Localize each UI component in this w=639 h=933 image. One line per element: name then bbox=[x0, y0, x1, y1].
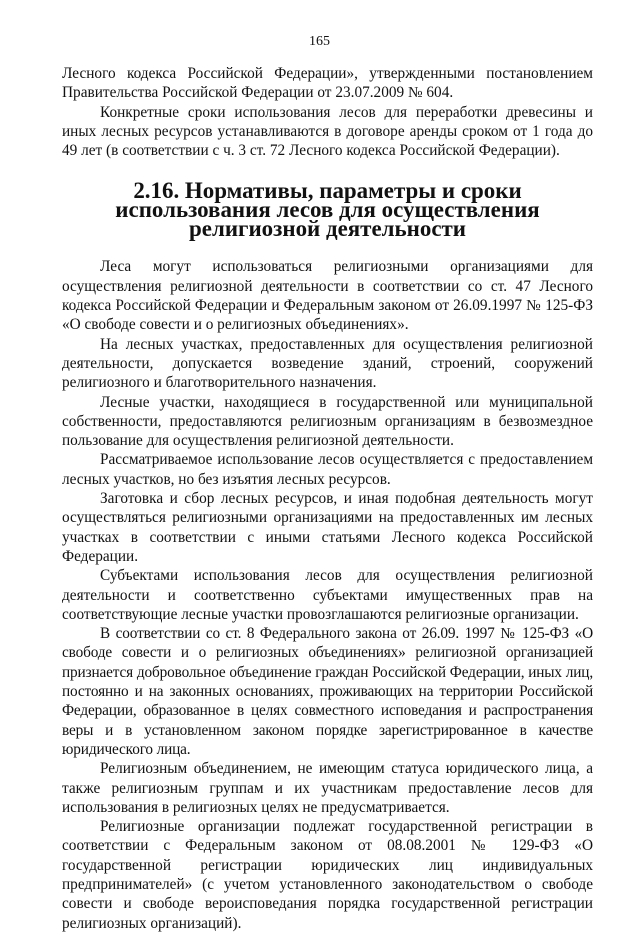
paragraph: Лесные участки, находящиеся в государственной или муниципальной собственности, предоставляются религиозным организациям в безвозмездное пользование для осуществления религиозной деятельности. bbox=[62, 393, 593, 450]
paragraph: Религиозным объединением, не имеющим статуса юридического лица, а также религиозным группам и их участникам предоставление лесов для использования в религиозных целях не предусматривается. bbox=[62, 760, 593, 816]
page-body bbox=[62, 64, 593, 933]
paragraph: Субъектами использования лесов для осуществления религиозной деятельности и соответственно субъектами имущественных прав на соответствующие лесные участки провозглашаются религиозные организации. bbox=[62, 567, 593, 623]
paragraph: Леса могут использоваться религиозными организациями для осуществления религиозной деятельности в соответствии со ст. 47 Лесного кодекса Российской Федерации и Федеральным законом от 26.09.1997 № 125-ФЗ «О свободе совести и о религиозных объединениях». bbox=[62, 258, 593, 334]
paragraph: В соответствии со ст. 8 Федерального закона от 26.09. 1997 № 125-ФЗ «О свободе совести и о религиозных объединениях» религиозной организацией признается добровольное объединение граждан Российской Федерации, иных лиц, постоянно и на законных основаниях, проживающих на территории Российской Федерации, образованное в целях совместного исповедания и распространения веры и в установленном законом порядке зарегистрированное в качестве юридического лица. bbox=[62, 625, 593, 758]
paragraph: Конкретные сроки использования лесов для переработки древесины и иных лесных ресурсов устанавливаются в договоре аренды сроком от 1 года до 49 лет (в соответствии с ч. 3 ст. 72 Лесного кодекса Российской Федерации). bbox=[62, 103, 593, 160]
section-heading: 2.16. Нормативы, параметры и сроки использования лесов для осуществления религиозной деятельности bbox=[115, 178, 540, 242]
page-number: 165 bbox=[309, 34, 330, 49]
paragraph: На лесных участках, предоставленных для осуществления религиозной деятельности, допускается возведение зданий, строений, сооружений религиозного и благотворительного назначения. bbox=[62, 335, 593, 392]
paragraph: Заготовка и сбор лесных ресурсов, и иная подобная деятельность могут осуществляться религиозными организациями на предоставленных им лесных участках в соответствии с иными статьями Лесного кодекса Российской Федерации. bbox=[62, 490, 593, 565]
paragraph: Религиозные организации подлежат государственной регистрации в соответствии с Федеральным законом от 08.08.2001 № 129-ФЗ «О государственной регистрации юридических лиц индивидуальных предпринимателей» (с учетом установленного законодательством о свободе совести и свободе вероисповедания порядка государственной регистрации религиозных организаций). bbox=[62, 818, 593, 932]
paragraph: Рассматриваемое использование лесов осуществляется с предоставлением лесных участков, но без изъятия лесных ресурсов. bbox=[62, 451, 593, 488]
paragraph-continued: Лесного кодекса Российской Федерации», утвержденными постановлением Правительства Российской Федерации от 23.07.2009 № 604. bbox=[62, 65, 593, 102]
